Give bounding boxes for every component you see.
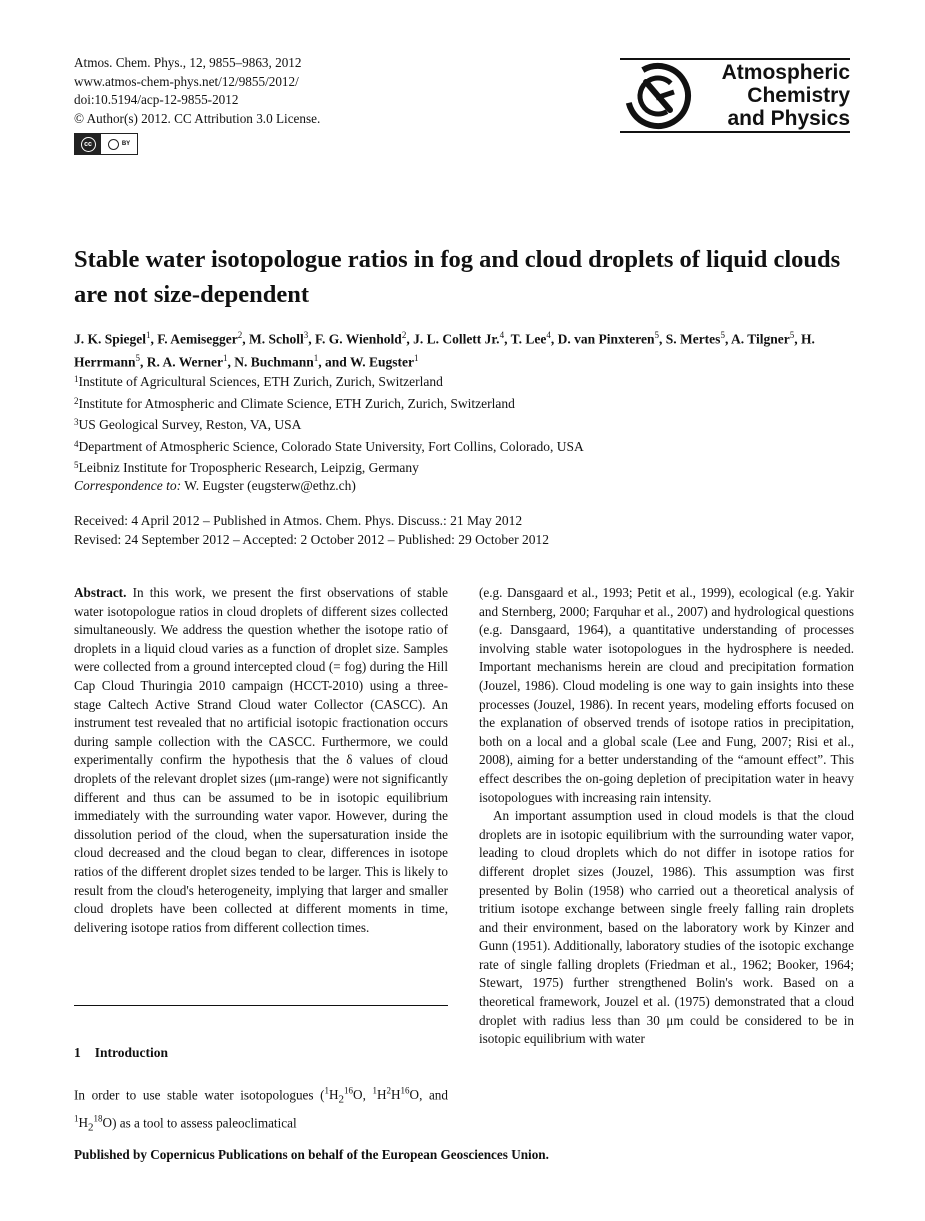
author-name: J. K. Spiegel — [74, 331, 147, 347]
affiliation-marker: 2 — [401, 330, 407, 340]
publication-dates: Received: 4 April 2012 – Published in Atmos. Chem. Phys. Discuss.: 21 May 2012 Revised: 24 September 2012 – Accepted: 2 October 2012 – Published: 29 October 2012 — [74, 513, 550, 547]
correspondence: Correspondence to: W. Eugster (eugsterw@ethz.ch) — [74, 478, 356, 493]
isotopologue-formula: $^1H^2H^{16}O$ — [372, 1086, 420, 1103]
abstract-divider — [74, 1005, 448, 1006]
affiliation-marker: 5 — [654, 330, 659, 340]
affiliation-marker: 1 — [223, 352, 228, 363]
abstract — [74, 584, 448, 937]
journal-citation: Atmos. Chem. Phys., 12, 9855–9863, 2012 — [74, 55, 302, 70]
affiliation: $^5$Leibniz Institute for Tropospheric Research, Leipzig, Germany — [74, 460, 419, 475]
affiliation: $^3$US Geological Survey, Reston, VA, USA — [74, 417, 302, 432]
author-name: T. Lee — [510, 331, 547, 347]
right-column — [479, 584, 854, 1049]
introduction-paragraph: In order to use stable water isotopologues ($^1H_2^{16}O$, $^1H^2H^{16}O$, and $^1H_2^{18}O$) as a tool to assess paleoclimatical — [74, 1086, 448, 1134]
author-name: R. A. Werner — [146, 354, 223, 369]
isotopologue-formula: $^1H_2^{16}O$ — [324, 1086, 363, 1107]
affiliation: $^1$Institute of Agricultural Sciences, ETH Zurich, Zurich, Switzerland — [74, 374, 443, 389]
affiliation-marker: 1 — [413, 352, 419, 363]
journal-name: Atmospheric Chemistry and Physics — [721, 61, 850, 130]
affiliation-marker: 1 — [313, 352, 319, 363]
author-name: A. Tilgner — [730, 331, 790, 347]
affiliation-marker: 4 — [546, 330, 551, 340]
affiliation-marker: 5 — [789, 330, 795, 340]
abstract-text: In this work, we present the first observations of stable water isotopologue ratios in cloud droplets of different sizes collected simultaneously. We address the question whether the isotope ratio of droplets in a liquid cloud varies as a function of droplet size. Samples were collected from a ground intercepted cloud (= fog) during the Hill Cap Cloud Thuringia 2010 campaign (HCCT-2010) using a three-stage Caltech Active Strand Cloud water Collector (CASCC). An instrument test revealed that no artificial isotopic fractionation occurs during sample collection with the CASCC. Furthermore, we could experimentally confirm the hypothesis that the δ values of cloud droplets of the relevant droplet sizes (μm-range) were not significantly different and thus can be assumed to be in isotopic equilibrium immediately with the surrounding water vapor. However, during the dissolution period of the cloud, when the supersaturation inside the cloud decreased and the cloud began to clear, differences in isotope ratios of the different droplet sizes tended to be larger. This is likely to result from the cloud's heterogeneity, implying that larger and smaller cloud droplets have been collected at different moments in time, delivering isotope ratios from different collection times. — [74, 585, 448, 935]
author-name: W. Eugster — [349, 354, 414, 369]
journal-url[interactable]: www.atmos-chem-phys.net/12/9855/2012/ — [74, 73, 299, 89]
paper-title: Stable water isotopologue ratios in fog and cloud droplets of liquid clouds are not size-dependent — [74, 246, 841, 308]
cc-by-badge-icon[interactable]: cc BY — [74, 133, 138, 155]
author-name: D. van Pinxteren — [557, 331, 655, 347]
affiliation-marker: 3 — [303, 330, 309, 340]
doi[interactable]: doi:10.5194/acp-12-9855-2012 — [74, 92, 239, 107]
paragraph: (e.g. Dansgaard et al., 1993; Petit et al., 1999), ecological (e.g. Yakir and Sternberg, 2000; Farquhar et al., 2007) and hydrological questions (e.g. Dansgaard, 1964), a quantitative understanding of processes involving stable water isotopologues in the hydrosphere is needed. Important mechanisms herein are cloud and precipitation formation (Jouzel, 1986). Cloud modeling is one way to gain insights into these processes (Jouzel, 1986). In recent years, modeling efforts focused on the explanation of observed trends of isotope ratios in precipitation, both on a local and a global scale (Lee and Fung, 2007; Risi et al., 2008), aiming for a better understanding of the “amount effect”. This effect describes the on-going depletion of precipitation water in heavy isotopologues with increasing rain intensity. — [479, 585, 854, 805]
affiliation-marker: 5 — [720, 330, 725, 340]
affiliation-marker: 4 — [499, 330, 505, 340]
author-name: M. Scholl — [249, 331, 304, 347]
affiliation-marker: 5 — [135, 352, 140, 363]
section-heading-introduction: 1 Introduction — [74, 1045, 169, 1060]
author-name: J. L. Collett Jr. — [413, 331, 500, 347]
license-line: © Author(s) 2012. CC Attribution 3.0 License. — [74, 110, 321, 126]
publisher-footer: Published by Copernicus Publications on behalf of the European Geosciences Union. — [74, 1147, 549, 1162]
author-name: H. Herrmann — [74, 331, 815, 369]
affiliation: $^2$Institute for Atmospheric and Climate Science, ETH Zurich, Zurich, Switzerland — [74, 395, 515, 411]
author-name: F. Aemisegger — [157, 331, 238, 347]
affiliation: $^4$Department of Atmospheric Science, Colorado State University, Fort Collins, Colorado, USA — [74, 438, 584, 454]
paragraph: An important assumption used in cloud models is that the cloud droplets are in isotopic equilibrium with the surrounding water vapor, leading to cloud droplets which do not differ in isotope ratios for different droplet sizes (Jouzel, 1986). This assumption was first presented by Bolin (1958) who carried out a theoretical analysis of tritium isotope exchange between single freely falling rain droplets and their environment, based on the laboratory work by Kinzer and Gunn (1951). Additionally, laboratory studies of the isotopic exchange rate of single falling droplets (Friedman et al., 1962; Booker, 1964; Stewart, 1975) further strengthened Bolin's work. Based on a theoretical framework, Jouzel et al. (1975) demonstrated that a cloud droplet with radius less than 30 μm could be considered to be in isotopic equilibrium with water — [479, 808, 854, 1047]
author-name: N. Buchmann — [234, 354, 314, 369]
author-name: F. G. Wienhold — [315, 331, 402, 347]
affiliation-list — [74, 370, 584, 478]
person-icon — [108, 139, 119, 150]
affiliation-marker: 1 — [146, 330, 151, 340]
abstract-label: Abstract. — [74, 585, 127, 600]
affiliation-marker: 2 — [237, 330, 243, 340]
author-list: J. K. Spiegel$^1$, F. Aemisegger$^2$, M. Scholl$^3$, F. G. Wienhold$^2$, J. L. Collett Jr.$^4$, T. Lee$^4$, D. van Pinxteren$^5$, S. Mertes$^5$, A. Tilgner$^5$, H. Herrmann$^5$, R. A. Werner$^1$, N. Buchmann$^1$, and W. Eugster$^1$ — [74, 330, 815, 369]
isotopologue-formula: $^1H_2^{18}O$ — [74, 1113, 113, 1134]
author-name: S. Mertes — [665, 331, 721, 347]
citation-block — [74, 54, 320, 128]
egu-logo-icon — [620, 52, 700, 136]
